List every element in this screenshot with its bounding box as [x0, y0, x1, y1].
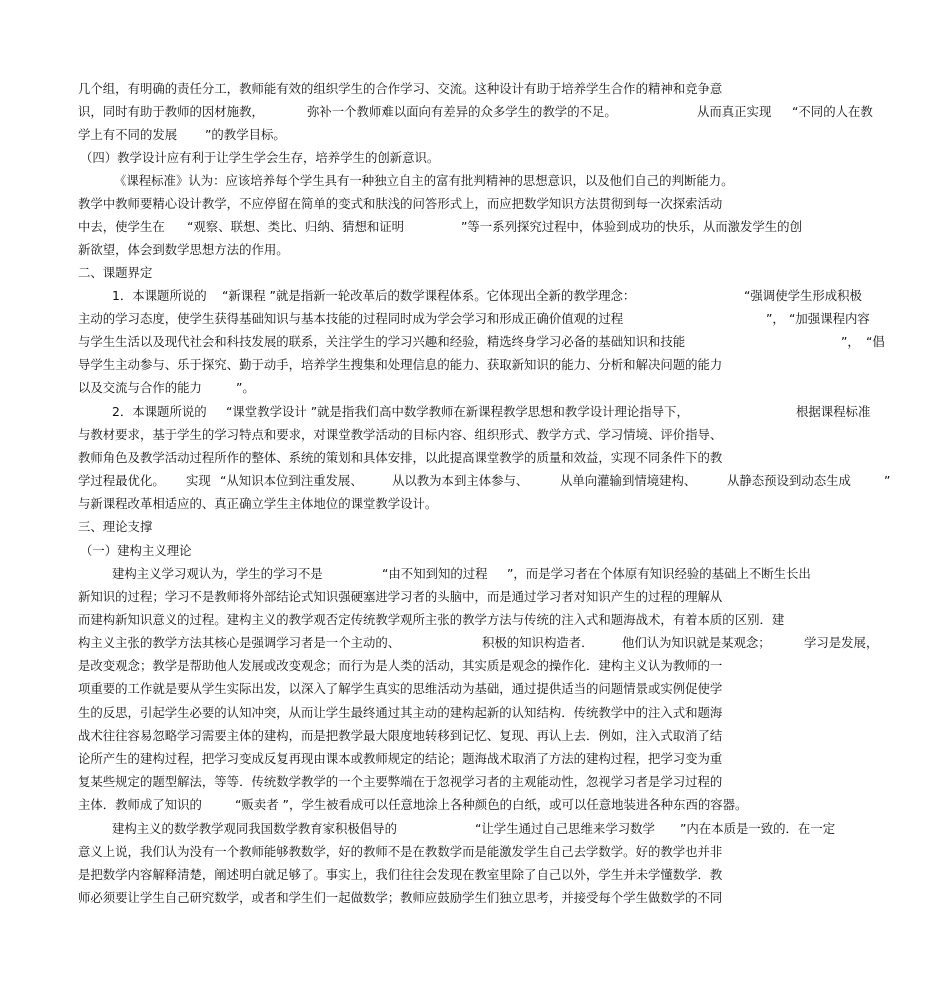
text-run: ”，而是学习者在个体原有知识经验的基础上不断生长出: [507, 566, 811, 581]
text-line: [0, 586, 950, 608]
text-line: [0, 354, 950, 376]
text-line: [0, 864, 950, 886]
text-run: 中去，使学生在: [78, 219, 165, 234]
text-run: 生的反思，引起学生必要的认知冲突，从而让学生最终通过其主动的建构起新的认知结构．传统教学中的注入式和题海: [78, 705, 723, 720]
text-line: [0, 239, 950, 261]
text-line: [0, 748, 950, 770]
text-run: “让学生通过自己思维来学习数学: [475, 821, 655, 836]
text-line: [0, 470, 950, 492]
text-run: 从而真正实现: [697, 104, 772, 119]
text-run: “由不知到知的过程: [382, 566, 488, 581]
text-run: 是把数学内容解释清楚，阐述明白就足够了。事实上，我们往往会发现在教室里除了自己以外，学生并未学懂数学．教: [78, 867, 723, 882]
text-line: [0, 841, 950, 863]
text-run: 2．本课题所说的: [112, 404, 207, 419]
text-run: “强调使学生形成积极: [744, 288, 862, 303]
text-run: “观察、联想、类比、归纳、猜想和证明: [187, 219, 405, 234]
text-line: [0, 101, 950, 123]
text-run: 学习是发展，: [804, 635, 879, 650]
text-run: ”等一系列探究过程中，体验到成功的快乐，从而激发学生的创: [461, 219, 802, 234]
text-line: [0, 563, 950, 585]
text-run: 建构主义学习观认为，学生的学习不是: [112, 566, 323, 581]
text-run: 导学生主动参与、乐于探究、勤于动手，培养学生搜集和处理信息的能力、获取新知识的能力、分析和解决问题的能力: [78, 357, 723, 372]
text-line: [0, 702, 950, 724]
section-heading: [0, 516, 950, 538]
text-line: [0, 794, 950, 816]
text-run: 战术往往容易忽略学习需要主体的建构，而是把教学最大限度地转移到记忆、复现、再认上去．例如，注入式取消了结: [78, 728, 723, 743]
text-line: [0, 655, 950, 677]
text-run: 是改变观念；教学是帮助他人发展或改变观念；而行为是人类的活动，其实质是观念的操作化．建构主义认为教师的一: [78, 658, 723, 673]
section-heading: [0, 262, 950, 284]
text-run: “不同的人在教: [792, 104, 873, 119]
text-run: 主体．教师成了知识的: [78, 797, 202, 812]
text-run: ”: [884, 473, 891, 488]
text-run: 师必须要让学生自己研究数学，或者和学生们一起做数学；教师应鼓励学生们独立思考，并接受每个学生做数学的不同: [78, 890, 723, 905]
text-run: 从以教为本到主体参与、: [392, 473, 529, 488]
text-run: 与新课程改革相适应的、真正确立学生主体地位的课堂教学设计。: [78, 496, 438, 511]
text-line: [0, 78, 950, 100]
text-line: [0, 285, 950, 307]
text-line: [0, 725, 950, 747]
text-line: [0, 170, 950, 192]
text-run: 弥补一个教师难以面向有差异的众多学生的教学的不足。: [307, 104, 617, 119]
text-line: [0, 609, 950, 631]
text-run: ”内在本质是一致的．在一定: [680, 821, 836, 836]
text-run: 从静态预设到动态生成: [727, 473, 851, 488]
text-run: ”，: [841, 334, 860, 349]
text-run: “贩卖者 ”，学生被看成可以任意地涂上各种颜色的白纸，或可以任意地装进各种东西的容器。: [235, 797, 748, 812]
text-line: [0, 193, 950, 215]
text-run: 学过程最优化。: [78, 473, 165, 488]
text-line: [0, 678, 950, 700]
text-line: [0, 147, 950, 169]
text-line: [0, 401, 950, 423]
subsection-heading: [0, 540, 950, 562]
text-line: [0, 424, 950, 446]
text-run: 意义上说，我们认为没有一个教师能够教数学，好的教师不是在教数学而是能激发学生自己去学数学。好的教学也并非: [78, 844, 723, 859]
text-line: [0, 771, 950, 793]
text-run: 识，同时有助于教师的因材施教，: [78, 104, 264, 119]
text-line: [0, 447, 950, 469]
text-run: 构主义主张的教学方法其核心是强调学习者是一个主动的、: [78, 635, 401, 650]
text-run: 教师角色及教学活动过程所作的整体、系统的策划和具体安排，以此提高课堂教学的质量和效益，实现不同条件下的教: [78, 450, 723, 465]
text-run: 与教材要求，基于学生的学习特点和要求，对课堂教学活动的目标内容、组织形式、教学方式、学习情境、评价指导、: [78, 427, 723, 442]
text-line: [0, 887, 950, 909]
text-run: 学上有不同的发展: [78, 127, 178, 142]
text-line: [0, 377, 950, 399]
text-run: 论所产生的建构过程，把学习变成反复再现由课本或教师规定的结论；题海战术取消了方法的建构过程，把学习变为重: [78, 751, 723, 766]
text-run: 建构主义的数学教学观同我国数学教育家积极倡导的: [112, 821, 397, 836]
heading-text: （一）建构主义理论: [80, 543, 192, 558]
text-run: “课堂教学设计 ”就是指我们高中数学教师在新课程教学思想和教学设计理论指导下，: [226, 404, 689, 419]
text-line: [0, 124, 950, 146]
text-run: ”，: [766, 311, 785, 326]
text-run: 以及交流与合作的能力: [78, 380, 202, 395]
text-run: 《课程标准》认为：应该培养每个学生具有一种独立自主的富有批判精神的思想意识，以及他们自己的判断能力。: [114, 173, 734, 188]
text-run: 新知识的过程；学习不是教师将外部结论式知识强硬塞进学习者的头脑中，而是通过学习者对知识产生的过程的理解从: [78, 589, 723, 604]
text-run: 积极的知识构造者．: [482, 635, 594, 650]
text-run: ”。: [236, 380, 255, 395]
text-run: “加强课程内容: [789, 311, 870, 326]
text-run: 几个组，有明确的责任分工，教师能有效的组织学生的合作学习、交流。这种设计有助于培养学生合作的精神和竞争意: [78, 81, 723, 96]
text-run: 复某些规定的题型解法，等等．传统数学教学的一个主要弊端在于忽视学习者的主观能动性，忽视学习者是学习过程的: [78, 774, 723, 789]
text-run: 他们认为知识就是某观念；: [622, 635, 771, 650]
text-run: “倡: [866, 334, 885, 349]
text-run: （四）教学设计应有利于让学生学会生存，培养学生的创新意识。: [80, 150, 440, 165]
text-line: [0, 331, 950, 353]
text-run: 实现: [186, 473, 211, 488]
heading-text: 二、课题界定: [78, 265, 153, 280]
text-run: “新课程 ”就是指新一轮改革后的数学课程体系。它体现出全新的教学理念：: [222, 288, 636, 303]
text-run: 而建构新知识意义的过程。建构主义的教学观否定传统教学观所主张的教学方法与传统的注入式和题海战术，有着本质的区别．建: [78, 612, 785, 627]
text-run: 教学中教师要精心设计教学，不应停留在简单的变式和肤浅的问答形式上，而应把数学知识方法贯彻到每一次探索活动: [78, 196, 723, 211]
text-run: 新欲望，体会到数学思想方法的作用。: [78, 242, 289, 257]
text-line: [0, 632, 950, 654]
text-run: 主动的学习态度，使学生获得基础知识与基本技能的过程同时成为学会学习和形成正确价值观的过程: [78, 311, 624, 326]
heading-text: 三、理论支撑: [78, 519, 153, 534]
text-run: 从单向灌输到情境建构、: [560, 473, 697, 488]
text-run: 项重要的工作就是要从学生实际出发，以深入了解学生真实的思维活动为基础，通过提供适当的问题情景或实例促使学: [78, 681, 723, 696]
text-run: ”的教学目标。: [205, 127, 286, 142]
text-run: 根据课程标准: [796, 404, 871, 419]
text-run: 1．本课题所说的: [112, 288, 207, 303]
text-line: [0, 493, 950, 515]
text-line: [0, 216, 950, 238]
text-line: [0, 308, 950, 330]
text-line: [0, 818, 950, 840]
text-run: 与学生生活以及现代社会和科技发展的联系，关注学生的学习兴趣和经验，精选终身学习必备的基础知识和技能: [78, 334, 686, 349]
text-run: “从知识本位到注重发展、: [220, 473, 363, 488]
